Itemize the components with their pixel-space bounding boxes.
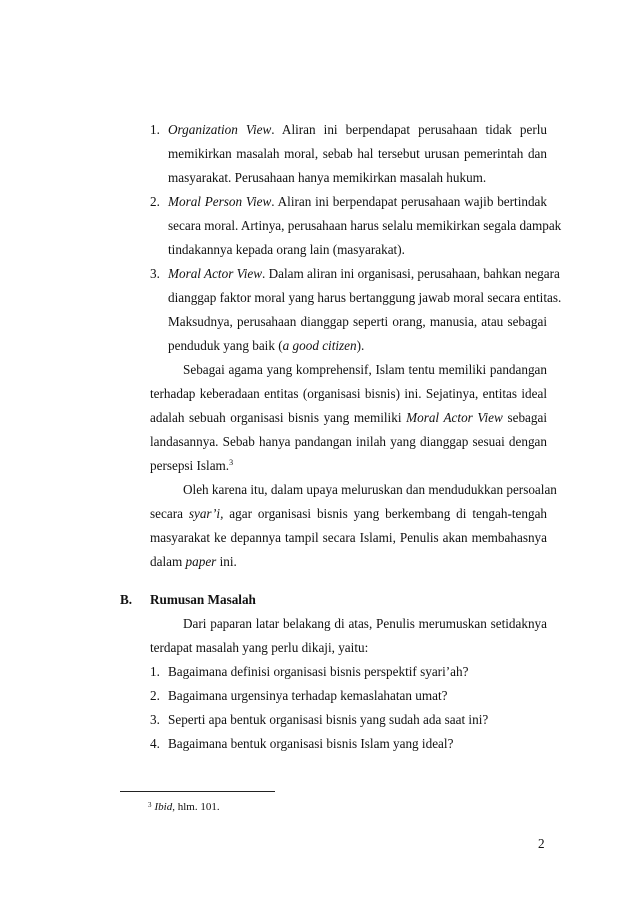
list-item-title: Organization View [168, 122, 272, 137]
list-number: 3. [150, 266, 160, 281]
list-number: 2. [150, 194, 160, 209]
question-number: 3. [150, 712, 160, 727]
question-number: 2. [150, 688, 160, 703]
list-number: 1. [150, 122, 160, 137]
paragraph-line: masyarakat ke depannya tampil secara Islami, Penulis akan membahasnya [150, 530, 547, 545]
paragraph-text: adalah sebuah organisasi bisnis yang memiliki [150, 410, 407, 425]
question-text: Seperti apa bentuk organisasi bisnis yang sudah ada saat ini? [168, 712, 489, 727]
paragraph-line [150, 554, 237, 570]
paragraph-text: dalam [150, 554, 186, 569]
paragraph-line: terhadap keberadaan entitas (organisasi bisnis) ini. Sejatinya, entitas ideal [150, 386, 547, 401]
list-item-text: ). [356, 338, 365, 353]
paragraph-italic: Moral Actor View [406, 410, 503, 425]
footnote-reference: 3 [229, 458, 234, 467]
list-item-title: Moral Actor View [168, 266, 263, 281]
question-number: 1. [150, 664, 160, 679]
paragraph-text: persepsi Islam. [150, 458, 230, 473]
list-item-line: masyarakat. Perusahaan hanya memikirkan masalah hukum. [168, 170, 487, 185]
paragraph-text: agar organisasi bisnis yang berkembang di tengah-tengah [223, 506, 548, 521]
question-text: Bagaimana urgensinya terhadap kemaslahatan umat? [168, 688, 448, 703]
question-number: 4. [150, 736, 160, 751]
paragraph-text: ini. [216, 554, 237, 569]
paragraph-line: landasannya. Sebab hanya pandangan inilah yang dianggap sesuai dengan [150, 434, 547, 449]
paragraph-line [150, 410, 547, 426]
footnote-number: 3 [148, 801, 152, 809]
list-item-line: Maksudnya, perusahaan dianggap seperti orang, manusia, atau sebagai [168, 314, 547, 329]
list-item-text: penduduk yang baik ( [168, 338, 283, 353]
section-letter: B. [120, 592, 133, 607]
list-item-line: memikirkan masalah moral, sebab hal tersebut urusan pemerintah dan [168, 146, 547, 161]
list-item-line [168, 122, 547, 138]
question-text: Bagaimana definisi organisasi bisnis perspektif syari’ah? [168, 664, 469, 679]
question-text: Bagaimana bentuk organisasi bisnis Islam yang ideal? [168, 736, 454, 751]
paragraph-text: secara [150, 506, 189, 521]
section-heading: Rumusan Masalah [150, 592, 256, 607]
paragraph-line: Sebagai agama yang komprehensif, Islam tentu memiliki pandangan [183, 362, 547, 377]
paragraph-line: Oleh karena itu, dalam upaya meluruskan dan mendudukkan persoalan [183, 482, 557, 497]
list-item-text: . Aliran ini berpendapat perusahaan tidak perlu [271, 122, 547, 137]
paragraph-line: Dari paparan latar belakang di atas, Penulis merumuskan setidaknya [183, 616, 547, 631]
footnote-italic: Ibid [154, 801, 173, 813]
footnote [148, 800, 220, 814]
paragraph-italic: syar’i, [188, 506, 224, 521]
list-item-text: . Dalam aliran ini organisasi, perusahaan, bahkan negara [262, 266, 560, 281]
footnote-text: , hlm. 101. [172, 801, 220, 813]
list-item-text: . Aliran ini berpendapat perusahaan wajib bertindak [271, 194, 547, 209]
paragraph-line [150, 458, 233, 474]
list-item-line: dianggap faktor moral yang harus bertanggung jawab moral secara entitas. [168, 290, 562, 305]
paragraph-line: terdapat masalah yang perlu dikaji, yaitu: [150, 640, 369, 655]
list-item-title: Moral Person View [168, 194, 272, 209]
paragraph-line [150, 506, 547, 522]
list-item-line [168, 194, 547, 210]
list-item-line [168, 338, 364, 354]
footnote-divider [120, 791, 275, 792]
list-item-line: tindakannya kepada orang lain (masyarakat). [168, 242, 405, 257]
paragraph-text: sebagai [502, 410, 548, 425]
page-number: 2 [538, 836, 545, 851]
list-item-line: secara moral. Artinya, perusahaan harus selalu memikirkan segala dampak [168, 218, 562, 233]
list-item-line [168, 266, 560, 282]
paragraph-italic: paper [185, 554, 217, 569]
list-item-italic: a good citizen [282, 338, 357, 353]
